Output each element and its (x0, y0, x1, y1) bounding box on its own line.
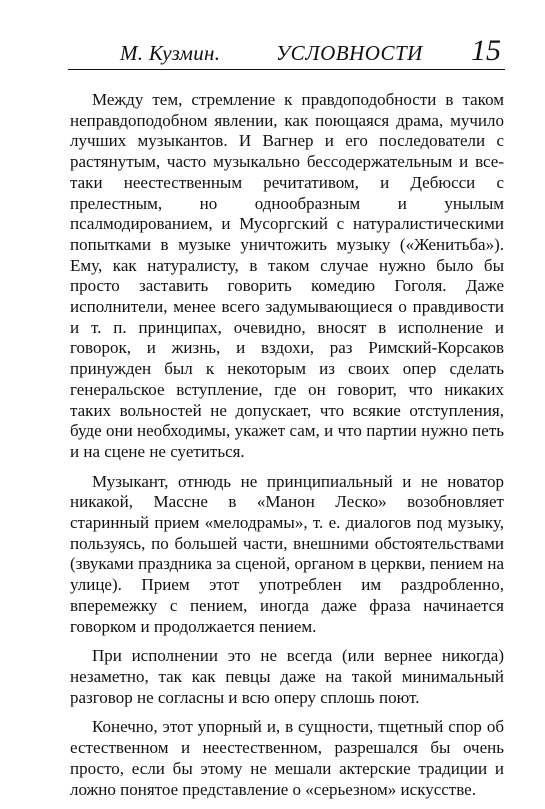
paragraph-4: Конечно, этот упорный и, в сущности, тщетный спор об естественном и неестественном, разрешался бы очень просто, если бы этому не мешали актерские традиции и ложно понятое представление о «серьезном» искусстве. (70, 717, 504, 799)
header-author: М. Кузмин. (120, 41, 221, 65)
paragraph-3: При исполнении это не всегда (или вернее никогда) незаметно, так как певцы даже на такой минимальный разговор не согласны и всю оперу сплошь поют. (70, 646, 504, 707)
body-text (70, 90, 504, 809)
paragraph-1: Между тем, стремление к правдоподобности в таком неправдоподобном явлении, как поющаяся драма, мучило лучших музыкантов. И Вагнер и его последователи с растянутым, часто музыкально бессодержательным и все-таки неестественным речитативом, и Дебюсси с прелестным, но однообразным и унылым псалмодированием, и Мусоргский с натуралистическими попытками в музыке уничтожить музыку («Женитьба»). Ему, как натуралисту, в таком случае нужно было бы просто заставить говорить комедию Гоголя. Даже исполнители, менее всего задумывающиеся о правдивости и т. п. принципах, очевидно, вносят в исполнение и говорок, и жизнь, и вздохи, раз Римский-Корсаков принужден был к некоторым из своих опер сделать генеральское вступление, где он говорит, что никаких таких вольностей не допускает, что всякие отступления, буде они необходимы, укажет сам, и что партии нужно петь и на сцене не суетиться. (70, 90, 504, 461)
header-title: УСЛОВНОСТИ (276, 41, 423, 65)
page-number: 15 (471, 34, 501, 67)
running-header (68, 32, 505, 72)
header-rule (68, 69, 505, 70)
paragraph-2: Музыкант, отнюдь не принципиальный и не новатор никакой, Массне в «Манон Леско» возобновляет старинный прием «мелодрамы», т. е. диалогов под музыку, пользуясь, по большей части, внешними обстоятельствами (звуками праздника за сценой, органом в церкви, пением на улице). Прием этот употреблен им раздробленно, вперемежку с пением, иногда даже фраза начинается говорком и продолжается пением. (70, 471, 504, 636)
